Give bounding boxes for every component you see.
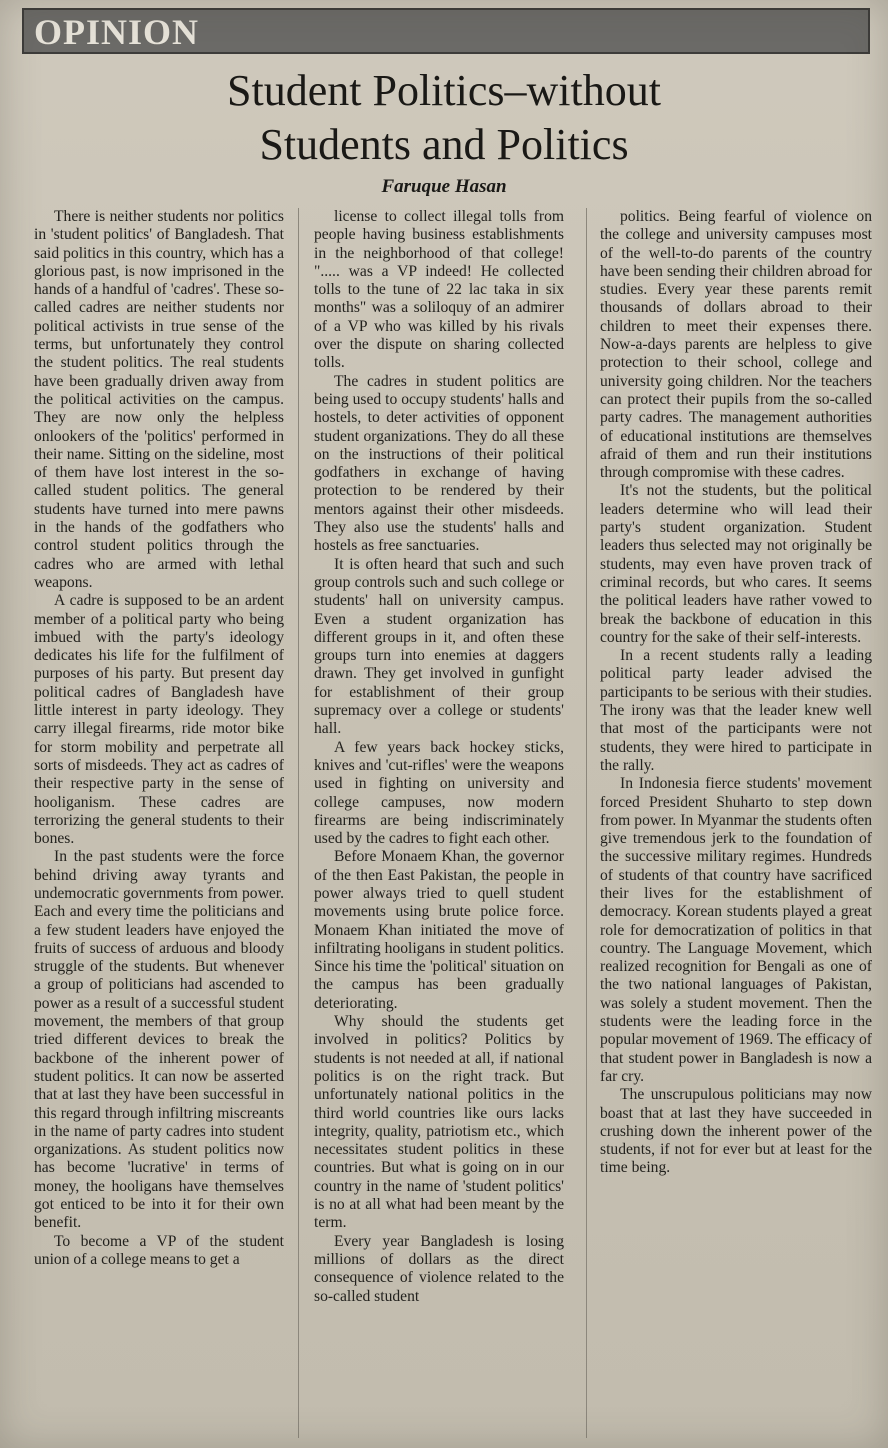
paragraph: The unscrupulous politicians may now boast that at last they have succeeded in crushing down the inherent power of the students, if not for ever but at least for the time being. [600, 1086, 872, 1177]
headline [0, 64, 888, 172]
paragraph: In the past students were the force behind driving away tyrants and undemocratic governments from power. Each and every time the politicians and a few student leaders have enjoyed the fruits of success of arduous and bloody struggle of the students. But whenever a group of politicians had ascended to power as a result of a successful student movement, the members of that group tried different devices to break the backbone of the inherent power of student politics. It can now be asserted that at last they have been successful in this regard through infiltring miscreants in the name of party cadres into student organizations. As student politics now has become 'lucrative' in terms of money, the hooligans have themselves got enticed to be into it for their own benefit. [34, 848, 284, 1232]
column-divider [298, 208, 299, 1438]
paragraph: Why should the students get involved in politics? Politics by students is not needed at all, if national politics is on the right track. But unfortunately national politics in the third world countries like ours lacks integrity, quality, patriotism etc., which necessitates student politics in these countries. But what is going on in our country in the name of 'student politics' is no at all what had been meant by the term. [314, 1013, 564, 1232]
paragraph: Every year Bangladesh is losing millions of dollars as the direct consequence of violence related to the so-called student [314, 1232, 564, 1305]
article-column-1 [34, 208, 284, 1444]
paragraph: license to collect illegal tolls from people having business establishments in the neighborhood of that college! "..... was a VP indeed! He collected tolls to the tune of 22 lac taka in six months" was a soliloquy of an admirer of a VP who was killed by his rivals over the dispute on sharing collected tolls. [314, 208, 564, 372]
paragraph: It's not the students, but the political leaders determine who will lead their party's student organization. Student leaders thus selected may not originally be students, may even have proven track of criminal records, but who cares. It seems the political leaders have rather vowed to break the backbone of education in this country for the sake of their self-interests. [600, 482, 872, 646]
paragraph: A cadre is supposed to be an ardent member of a political party who being imbued with the party's ideology dedicates his life for the fulfilment of purposes of his party. But present day political cadres of Bangladesh have little interest in party ideology. They carry illegal firearms, ride motor bike for storm mobility and perpetrate all sorts of misdeeds. They act as cadres of their respective party in the sense of hooliganism. These cadres are terrorizing the general students to their bones. [34, 592, 284, 848]
section-label: OPINION [34, 12, 200, 52]
paragraph: There is neither students nor politics in 'student politics' of Bangladesh. That said politics in this country, which has a glorious past, is now imprisoned in the hands of a handful of 'cadres'. These so-called cadres are neither students nor political activists in true sense of the terms, but unfortunately they control the student politics. The real students have been gradually driven away from the political activities on the campus. They are now only the helpless onlookers of the 'politics' performed in their name. Sitting on the sideline, most of them have lost interest in the so-called student politics. The general students have turned into mere pawns in the hands of the godfathers who control student politics through the cadres who are armed with lethal weapons. [34, 208, 284, 591]
article-column-3 [600, 208, 872, 1444]
byline: Faruque Hasan [381, 176, 507, 197]
paragraph: The cadres in student politics are being used to occupy students' halls and hostels, to deter activities of opponent student organizations. They do all these on the instructions of their political godfathers in exchange of having protection to be rendered by their mentors against their other misdeeds. They also use the students' halls and hostels as free sanctuaries. [314, 372, 564, 555]
headline-line-2: Students and Politics [259, 120, 629, 169]
section-banner [22, 8, 870, 54]
paragraph: To become a VP of the student union of a college means to get a [34, 1232, 284, 1268]
headline-line-1: Student Politics–without [227, 66, 661, 115]
paragraph: It is often heard that such and such group controls such and such college or students' hall on university campus. Even a student organization has different groups in it, and often these groups turn into enemies at daggers drawn. They get involved in gunfight for establishment of their group supremacy over a college or students' hall. [314, 555, 564, 738]
paragraph: politics. Being fearful of violence on the college and university campuses most of the well-to-do parents of the country have been sending their children abroad for studies. Every year these parents remit thousands of dollars abroad to their children to meet their expenses there. Now-a-days parents are helpless to give protection to their school, college and university going children. Nor the teachers can protect their pupils from the so-called party cadres. The management authorities of educational institutions are themselves afraid of them and run their institutions through compromise with these cadres. [600, 208, 872, 482]
column-divider [586, 208, 587, 1438]
paragraph: A few years back hockey sticks, knives and 'cut-rifles' were the weapons used in fighting on university and college campuses, now modern firearms are being indiscriminately used by the cadres to fight each other. [314, 738, 564, 848]
paragraph: In a recent students rally a leading political party leader advised the participants to be serious with their studies. The irony was that the leader knew well that most of the participants were not students, they were hired to participate in the rally. [600, 647, 872, 774]
article-column-2 [314, 208, 564, 1444]
paragraph: In Indonesia fierce students' movement forced President Shuharto to step down from power. In Myanmar the students often give tremendous jerk to the foundation of the successive military regimes. Hundreds of students of that country have sacrificed their lives for the establishment of democracy. Korean students played a great role for democratization of politics in that country. The Language Movement, which realized recognition for Bengali as one of the two national languages of Pakistan, was solely a student movement. Then the students were the leading force in the popular movement of 1969. The efficacy of that student power in Bangladesh is now a far cry. [600, 775, 872, 1085]
paragraph: Before Monaem Khan, the governor of the then East Pakistan, the people in power always tried to quell student movements using brute police force. Monaem Khan initiated the move of infiltrating hooligans in student politics. Since his time the 'political' situation on the campus has been gradually deteriorating. [314, 848, 564, 1012]
